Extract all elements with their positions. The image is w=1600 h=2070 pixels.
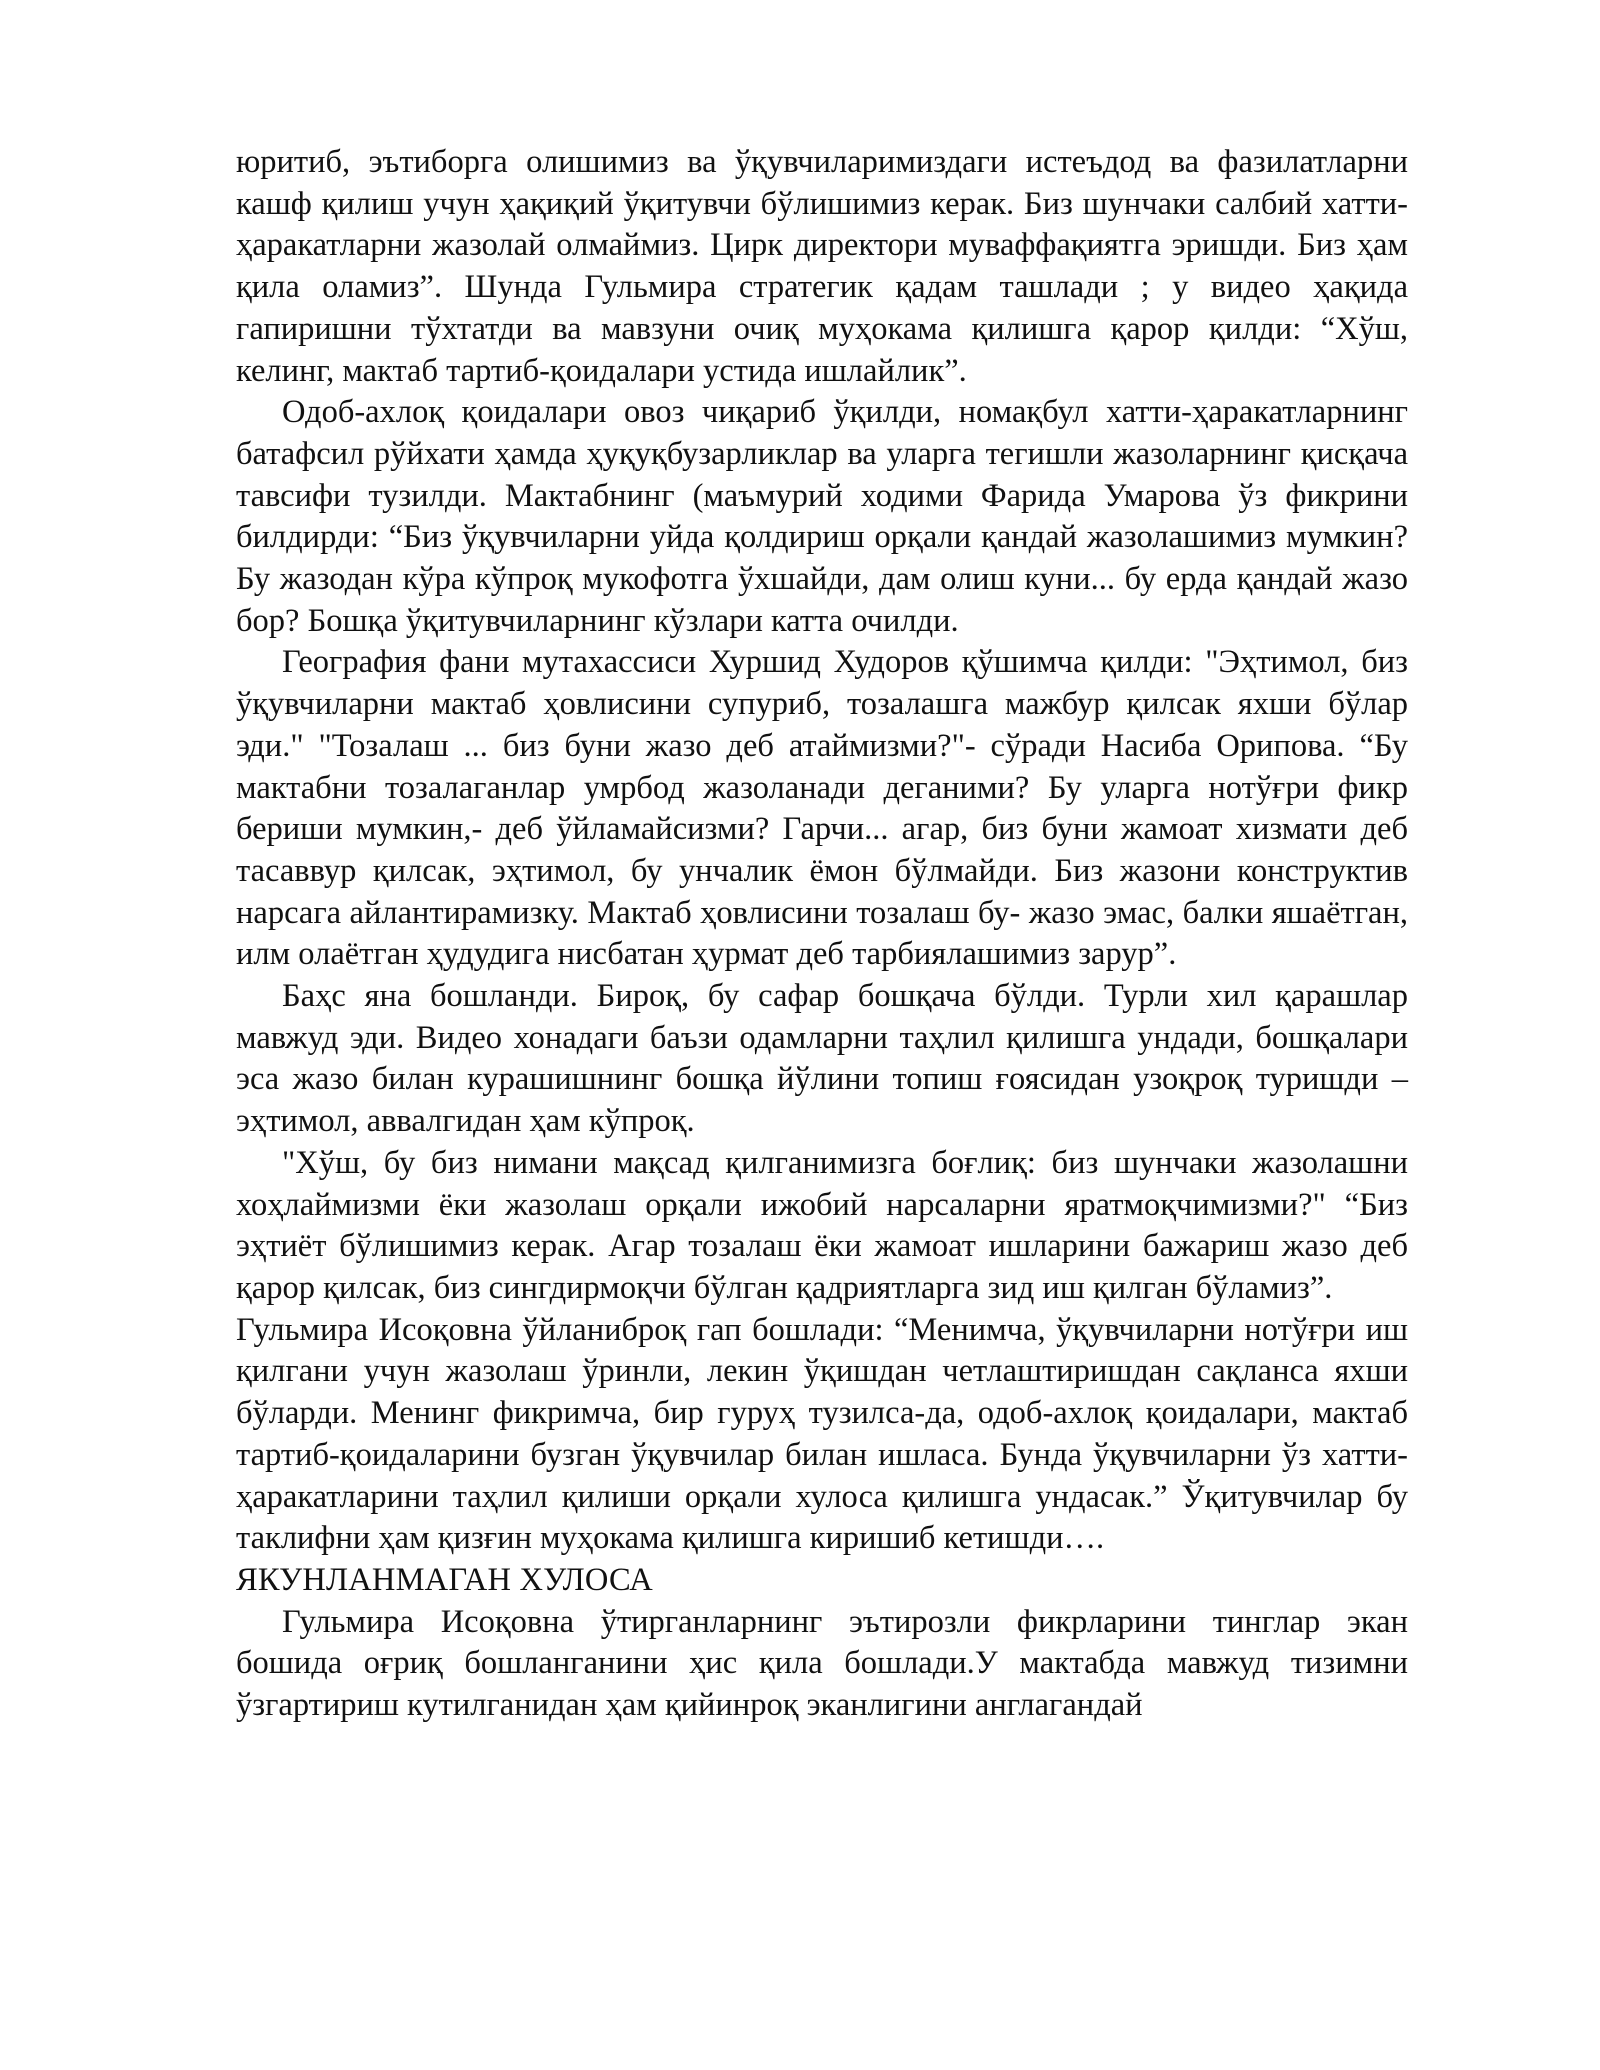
paragraph-conclusion: Гульмира Исоқовна ўтирганларнинг эътирозли фикрларини тинглар экан бошида оғриқ бошланганини ҳис қила бошлади.У мактабда мавжуд тизимни ўзгартириш кутилганидан ҳам қийинроқ эканлигини англагандай [236, 1603, 1408, 1724]
paragraph-rules-read: Одоб-ахлоқ қоидалари овоз чиқариб ўқилди, номақбул хатти-ҳаракатларнинг батафсил рўйхати ҳамда ҳуқуқбузарликлар ва уларга тегишли жазоларнинг қисқача тавсифи тузилди. Мактабнинг (маъмурий ходими Фарида Умарова ўз фикрини билдирди: “Биз ўқувчиларни уйда қолдириш орқали қандай жазолашимиз мумкин? Бу жазодан кўра кўпроқ мукофотга ўхшайди, дам олиш куни... бу ерда қандай жазо бор? Бошқа ўқитувчиларнинг кўзлари катта очилди. [236, 394, 1408, 639]
paragraph-purpose: "Хўш, бу биз нимани мақсад қилганимизга боғлиқ: биз шунчаки жазолашни хоҳлаймизми ёки жазолаш орқали ижобий нарсаларни яратмоқчимизми?" “Биз эҳтиёт бўлишимиз керак. Агар тозалаш ёки жамоат ишларини бажариш жазо деб қарор қилсак, биз сингдирмоқчи бўлган қадриятларга зид иш қилган бўламиз”. [236, 1144, 1408, 1306]
paragraph-debate: Баҳс яна бошланди. Бироқ, бу сафар бошқача бўлди. Турли хил қарашлар мавжуд эди. Видео хонадаги баъзи одамларни таҳлил қилишга ундади, бошқалари эса жазо билан курашишнинг бошқа йўлини топиш ғоясидан узоқроқ туришди – эҳтимол, аввалгидан ҳам кўпроқ. [236, 978, 1408, 1140]
section-heading: ЯКУНЛАНМАГАН ХУЛОСА [236, 1561, 653, 1598]
paragraph-geography-teacher: География фани мутахассиси Хуршид Худоров қўшимча қилди: "Эҳтимол, биз ўқувчиларни мактаб ҳовлисини супуриб, тозалашга мажбур қилсак яхши бўлар эди." "Тозалаш ... биз буни жазо деб атаймизми?"- сўради Насиба Орипова. “Бу мактабни тозалаганлар умрбод жазоланади деганими? Бу уларга нотўғри фикр бериши мумкин,- деб ўйламайсизми? Гарчи... агар, биз буни жамоат хизмати деб тасаввур қилсак, эҳтимол, бу унчалик ёмон бўлмайди. Биз жазони конструктив нарсага айлантирамизку. Мактаб ҳовлисини тозалаш бу- жазо эмас, балки яшаётган, илм олаётган ҳудудига нисбатан ҳурмат деб тарбиялашимиз зарур”. [236, 644, 1408, 973]
paragraph-gulmira-proposal: Гульмира Исоқовна ўйланиброқ гап бошлади: “Менимча, ўқувчиларни нотўғри иш қилгани учун жазолаш ўринли, лекин ўқишдан четлаштиришдан сақланса яхши бўларди. Менинг фикримча, бир гуруҳ тузилса-да, одоб-ахлоқ қоидалари, мактаб тартиб-қоидаларини бузган ўқувчилар билан ишласа. Бунда ўқувчиларни ўз хатти-ҳаракатларини таҳлил қилиши орқали хулоса қилишга ундасак.” Ўқитувчилар бу таклифни ҳам қизғин муҳокама қилишга киришиб кетишди…. [236, 1311, 1408, 1557]
document-page [236, 142, 1408, 1727]
paragraph-continuation: юритиб, эътиборга олишимиз ва ўқувчиларимиздаги истеъдод ва фазилатларни кашф қилиш учун ҳақиқий ўқитувчи бўлишимиз керак. Биз шунчаки салбий хатти-ҳаракатларни жазолай олмаймиз. Цирк директори муваффақиятга эришди. Биз ҳам қила оламиз”. Шунда Гульмира стратегик қадам ташлади ; у видео ҳақида гапиришни тўхтатди ва мавзуни очиқ муҳокама қилишга қарор қилди: “Хўш, келинг, мактаб тартиб-қоидалари устида ишлайлик”. [236, 144, 1408, 389]
